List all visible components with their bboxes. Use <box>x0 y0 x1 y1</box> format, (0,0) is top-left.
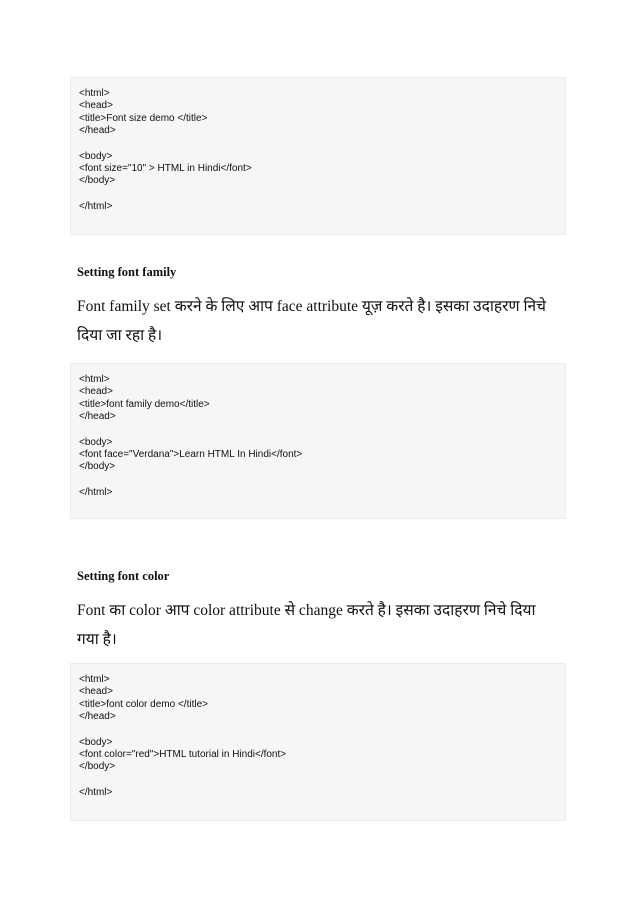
code-spacer <box>79 724 565 737</box>
code-line: <font size="10" > HTML in Hindi</font> <box>79 163 252 175</box>
code-spacer <box>79 774 565 787</box>
code-line: </html> <box>79 786 113 798</box>
paragraph-font-family: Font family set करने के लिए आप face attribute यूज़ करते है। इसका उदाहरण निचे दिया जा रहा है। <box>77 298 546 344</box>
code-line: </html> <box>79 486 113 498</box>
code-block-font-color <box>70 663 566 821</box>
code-line: <body> <box>79 150 113 162</box>
code-line: <html> <box>79 88 110 99</box>
code-line: <title>Font size demo </title> <box>79 112 208 124</box>
paragraph-font-color: Font का color आप color attribute से change करते है। इसका उदाहरण निचे दिया गया है। <box>77 602 536 648</box>
code-line: <head> <box>79 100 113 112</box>
code-line: <head> <box>79 386 113 398</box>
code-line: </head> <box>79 125 116 137</box>
code-line: <html> <box>79 674 110 685</box>
code-line: </body> <box>79 761 116 773</box>
code-block-font-size <box>70 77 566 235</box>
code-line: <font face="Verdana">Learn HTML In Hindi</font> <box>79 449 303 461</box>
code-line: <title>font family demo</title> <box>79 398 210 410</box>
code-block-font-family <box>70 363 566 519</box>
code-line: <body> <box>79 736 113 748</box>
section-heading-font-family: Setting font family <box>77 265 177 279</box>
section-heading-font-color: Setting font color <box>77 569 170 583</box>
code-spacer <box>79 474 565 487</box>
code-line: <title>font color demo </title> <box>79 698 208 710</box>
code-line: <body> <box>79 436 113 448</box>
code-line: </body> <box>79 461 116 473</box>
code-spacer <box>79 424 565 437</box>
code-line: </head> <box>79 411 116 423</box>
code-spacer <box>79 188 565 201</box>
code-line: <html> <box>79 374 110 385</box>
code-line: </html> <box>79 200 113 212</box>
code-line: </head> <box>79 711 116 723</box>
code-line: <head> <box>79 686 113 698</box>
code-line: <font color="red">HTML tutorial in Hindi</font> <box>79 749 287 761</box>
code-line: </body> <box>79 175 116 187</box>
code-spacer <box>79 138 565 151</box>
